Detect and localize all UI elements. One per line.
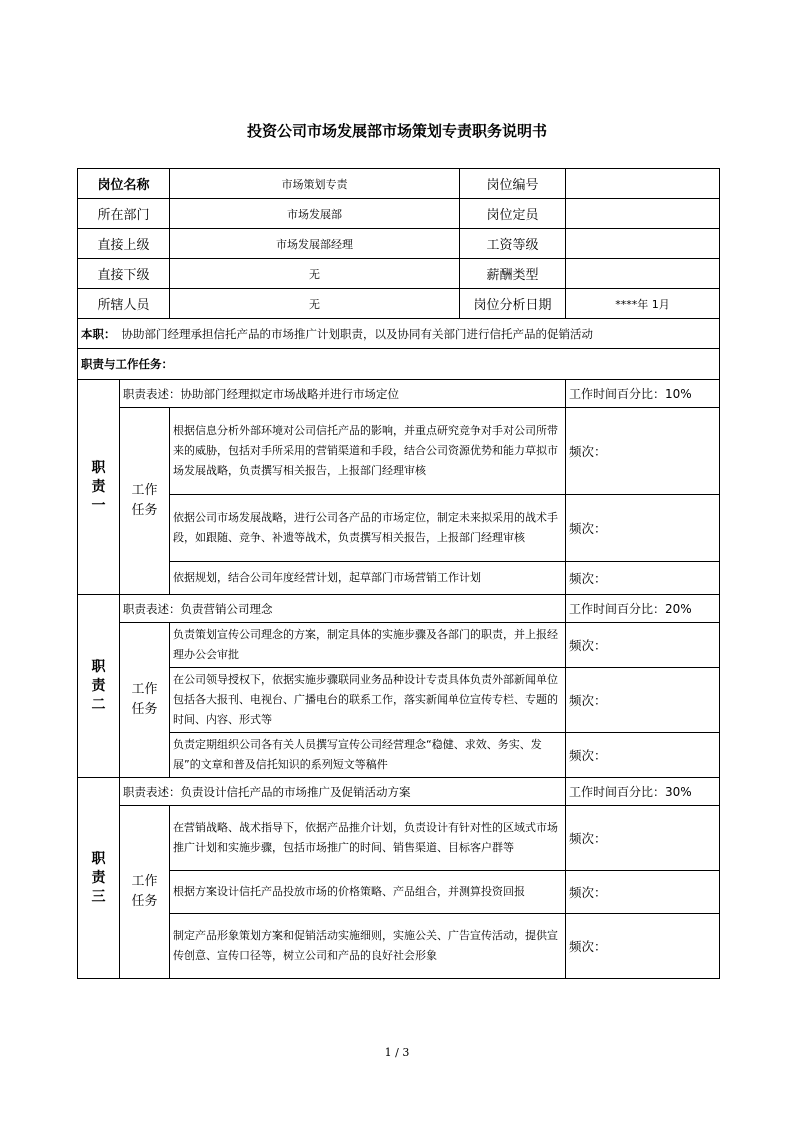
time-percentage: 工作时间百分比：20%	[566, 595, 720, 623]
task-text: 制定产品形象策划方案和促销活动实施细则，实施公关、广告宣传活动，提供宣传创意、宣传口径等，树立公司和产品的良好社会形象	[170, 914, 566, 979]
task-frequency: 频次：	[566, 562, 720, 595]
header-row	[78, 289, 720, 319]
task-frequency: 频次：	[566, 668, 720, 733]
field-label: 直接下级	[78, 259, 170, 289]
task-frequency: 频次：	[566, 495, 720, 562]
task-row	[78, 495, 720, 562]
task-text: 在营销战略、战术指导下，依据产品推介计划，负责设计有针对性的区域式市场推广计划和实施步骤，包括市场推广的时间、销售渠道、目标客户群等	[170, 806, 566, 871]
duty-name: 职 责 一	[78, 380, 120, 595]
header-value-pair	[170, 229, 566, 259]
task-text: 根据信息分析外部环境对公司信托产品的影响，并重点研究竞争对手对公司所带来的威胁，包括对手所采用的营销渠道和手段，结合公司资源优势和能力草拟市场发展战略，负责撰写相关报告，上报部门经理审核	[170, 408, 566, 495]
task-row	[78, 733, 720, 778]
task-label: 工作 任务	[120, 806, 170, 979]
core-duty-row	[78, 319, 720, 349]
task-label: 工作 任务	[120, 408, 170, 595]
time-percentage: 工作时间百分比：30%	[566, 778, 720, 806]
duty-statement-row	[78, 380, 720, 408]
task-text: 在公司领导授权下，依据实施步骤联同业务品种设计专责具体负责外部新闻单位包括各大报刊、电视台、广播电台的联系工作，落实新闻单位宣传专栏、专题的时间、内容、形式等	[170, 668, 566, 733]
task-frequency: 频次：	[566, 806, 720, 871]
task-label: 工作 任务	[120, 623, 170, 778]
task-row	[78, 623, 720, 668]
task-frequency: 频次：	[566, 871, 720, 914]
field-value: 无	[170, 289, 460, 318]
field-value	[566, 259, 720, 289]
task-text: 负责策划宣传公司理念的方案，制定具体的实施步骤及各部门的职责，并上报经理办公会审批	[170, 623, 566, 668]
field-value	[566, 229, 720, 259]
field-label: 所在部门	[78, 199, 170, 229]
field-value: 市场发展部	[170, 199, 460, 228]
task-row	[78, 562, 720, 595]
page-number: 1 / 3	[384, 1046, 410, 1059]
field-value	[566, 169, 720, 199]
field-label: 岗位编号	[486, 178, 539, 193]
core-duty-label: 本职：	[81, 326, 116, 341]
field-value	[566, 199, 720, 229]
core-duty	[78, 319, 720, 349]
duty-statement: 职责表述：负责营销公司理念	[120, 595, 566, 623]
header-value-pair	[170, 169, 566, 199]
task-row	[78, 408, 720, 495]
task-row	[78, 668, 720, 733]
field-label: 工资等级	[486, 238, 539, 253]
field-value: 市场发展部经理	[170, 229, 460, 258]
task-row	[78, 871, 720, 914]
task-text: 依据公司市场发展战略，进行公司各产品的市场定位，制定未来拟采用的战术手段，如跟随、竞争、补遗等战术，负责撰写相关报告，上报部门经理审核	[170, 495, 566, 562]
header-value-pair	[170, 259, 566, 289]
time-percentage: 工作时间百分比：10%	[566, 380, 720, 408]
task-frequency: 频次：	[566, 623, 720, 668]
header-value-pair	[170, 199, 566, 229]
task-text: 依据规划，结合公司年度经营计划，起草部门市场营销工作计划	[170, 562, 566, 595]
task-frequency: 频次：	[566, 408, 720, 495]
task-row	[78, 914, 720, 979]
document-title: 投资公司市场发展部市场策划专责职务说明书	[246, 122, 547, 140]
field-value: ****年 1月	[566, 289, 720, 319]
duty-statement-row	[78, 595, 720, 623]
duty-statement: 职责表述：负责设计信托产品的市场推广及促销活动方案	[120, 778, 566, 806]
task-row	[78, 806, 720, 871]
field-label: 薪酬类型	[486, 268, 539, 283]
duty-statement-row	[78, 778, 720, 806]
job-description-table	[77, 168, 720, 979]
section-title: 职责与工作任务：	[78, 349, 720, 380]
field-value: 市场策划专责	[170, 169, 460, 198]
section-title-row	[78, 349, 720, 380]
header-row	[78, 229, 720, 259]
task-frequency: 频次：	[566, 733, 720, 778]
duty-statement: 职责表述：协助部门经理拟定市场战略并进行市场定位	[120, 380, 566, 408]
field-label: 岗位定员	[486, 208, 539, 223]
header-row	[78, 199, 720, 229]
task-text: 负责定期组织公司各有关人员撰写宣传公司经营理念“稳健、求效、务实、发展”的文章和普及信托知识的系列短文等稿件	[170, 733, 566, 778]
field-value: 无	[170, 259, 460, 288]
header-row	[78, 259, 720, 289]
field-label: 直接上级	[78, 229, 170, 259]
duty-name: 职 责 二	[78, 595, 120, 778]
task-text: 根据方案设计信托产品投放市场的价格策略、产品组合，并测算投资回报	[170, 871, 566, 914]
core-duty-text: 协助部门经理承担信托产品的市场推广计划职责，以及协同有关部门进行信托产品的促销活动	[121, 326, 593, 341]
header-row	[78, 169, 720, 199]
field-label: 所辖人员	[78, 289, 170, 319]
field-label: 岗位名称	[78, 169, 170, 199]
task-frequency: 频次：	[566, 914, 720, 979]
duty-name: 职 责 三	[78, 778, 120, 979]
field-label: 岗位分析日期	[473, 298, 552, 313]
header-value-pair	[170, 289, 566, 319]
